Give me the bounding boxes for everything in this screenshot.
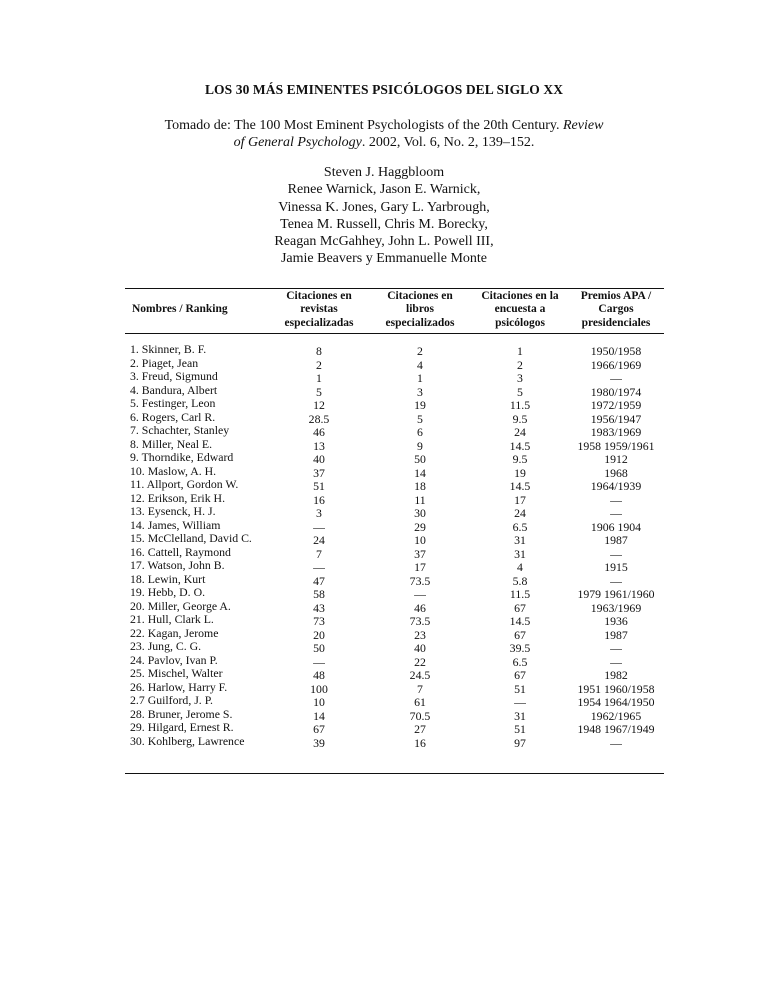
cell-journal-citations: — — [313, 519, 325, 534]
author-line: Tenea M. Russell, Chris M. Borecky, — [280, 216, 488, 232]
source-details: . 2002, Vol. 6, No. 2, 139–152. — [361, 135, 535, 150]
author-line: Reagan McGahhey, John L. Powell III, — [274, 234, 494, 250]
cell-name: 20. Miller, George A. — [130, 598, 231, 613]
cell-book-citations: 73.5 — [409, 573, 431, 588]
cell-survey-citations: 14.5 — [509, 479, 531, 493]
cell-survey-citations: 5 — [517, 384, 523, 399]
header-line: libros — [406, 303, 434, 316]
cell-name: 14. James, William — [130, 517, 221, 532]
cell-awards: 1979 1961/1960 — [577, 587, 655, 601]
cell-awards: 1966/1969 — [590, 357, 642, 372]
cell-book-citations: 40 — [414, 641, 426, 655]
cell-name: 12. Erikson, Erik H. — [130, 490, 226, 505]
cell-journal-citations: 14 — [313, 708, 325, 723]
cell-awards: 1963/1969 — [590, 600, 642, 615]
cell-journal-citations: 8 — [316, 344, 322, 358]
cell-survey-citations: 4 — [517, 560, 523, 574]
header-survey-citations — [474, 290, 566, 330]
column-survey-citations — [474, 345, 566, 750]
cell-book-citations: 16 — [414, 735, 426, 750]
cell-journal-citations: 28.5 — [308, 411, 330, 426]
cell-name: 24. Pavlov, Ivan P. — [130, 652, 218, 667]
cell-survey-citations: 19 — [514, 465, 526, 480]
cell-name: 30. Kohlberg, Lawrence — [130, 733, 245, 748]
cell-name: 26. Harlow, Harry F. — [130, 679, 228, 694]
cell-name: 21. Hull, Clark L. — [130, 612, 214, 626]
cell-book-citations: 5 — [417, 411, 423, 426]
header-line: especializadas — [284, 316, 354, 329]
cell-name: 11. Allport, Gordon W. — [130, 477, 239, 491]
cell-book-citations: 9 — [417, 438, 423, 453]
cell-name: 22. Kagan, Jerome — [130, 625, 219, 640]
header-line: Premios APA / — [580, 290, 652, 302]
cell-name: 2.7 Guilford, J. P. — [130, 693, 213, 707]
header-line: Citaciones en la — [481, 290, 559, 302]
cell-survey-citations: 5.8 — [512, 573, 528, 588]
cell-survey-citations: 51 — [514, 681, 526, 696]
cell-journal-citations: 100 — [310, 681, 328, 696]
cell-awards: 1906 1904 — [590, 519, 642, 534]
cell-survey-citations: 39.5 — [509, 641, 531, 655]
cell-name: 29. Hilgard, Ernest R. — [130, 720, 234, 734]
column-journal-citations — [274, 345, 364, 750]
column-names — [130, 343, 275, 748]
cell-survey-citations: 2 — [517, 357, 523, 372]
cell-awards: 1964/1939 — [590, 479, 642, 493]
cell-awards: 1936 — [604, 614, 628, 628]
cell-survey-citations: 1 — [517, 344, 523, 358]
cell-awards: 1982 — [604, 668, 628, 682]
cell-journal-citations: — — [313, 654, 325, 669]
cell-book-citations: 50 — [414, 452, 426, 466]
cell-journal-citations: 2 — [316, 357, 322, 372]
cell-book-citations: 1 — [417, 371, 423, 385]
cell-awards: — — [610, 371, 622, 385]
cell-journal-citations: 40 — [313, 452, 325, 466]
header-line: psicólogos — [495, 316, 545, 329]
cell-book-citations: 73.5 — [409, 614, 431, 628]
author-line: Jamie Beavers y Emmanuelle Monte — [280, 251, 488, 267]
table-bottom-rule — [125, 773, 664, 774]
cell-name: 18. Lewin, Kurt — [130, 571, 206, 586]
cell-survey-citations: 31 — [514, 533, 526, 547]
journal-name-part1: Review — [562, 118, 604, 133]
header-line: Citaciones en — [387, 290, 453, 302]
cell-awards: — — [610, 641, 622, 655]
cell-book-citations: 46 — [414, 600, 426, 615]
cell-awards: 1968 — [604, 465, 628, 480]
cell-name: 8. Miller, Neal E. — [130, 436, 213, 451]
cell-book-citations: 61 — [414, 695, 426, 709]
source-text: Tomado de: The 100 Most Eminent Psychologists of the 20th Century. — [164, 118, 563, 133]
cell-survey-citations: 97 — [514, 735, 526, 750]
header-line: presidenciales — [581, 316, 651, 329]
cell-book-citations: 18 — [414, 479, 426, 493]
cell-name: 3. Freud, Sigmund — [130, 369, 218, 383]
cell-survey-citations: 11.5 — [509, 587, 531, 601]
cell-book-citations: 14 — [414, 465, 426, 480]
cell-book-citations: 19 — [414, 398, 426, 412]
cell-book-citations: 29 — [414, 519, 426, 534]
cell-name: 5. Festinger, Leon — [130, 396, 216, 410]
cell-journal-citations: 24 — [313, 533, 325, 547]
author-line: Steven J. Haggbloom — [323, 165, 445, 180]
cell-book-citations: 7 — [417, 681, 423, 696]
cell-survey-citations: 24 — [514, 506, 526, 520]
cell-awards: 1983/1969 — [590, 425, 642, 439]
cell-awards: 1972/1959 — [590, 398, 642, 412]
cell-journal-citations: 10 — [313, 695, 325, 709]
cell-survey-citations: 6.5 — [512, 519, 528, 534]
cell-awards: 1987 — [604, 533, 628, 547]
column-book-citations — [372, 345, 468, 750]
cell-book-citations: 27 — [414, 722, 426, 736]
cell-book-citations: — — [414, 587, 426, 601]
cell-name: 10. Maslow, A. H. — [130, 463, 217, 478]
cell-awards: — — [610, 492, 622, 507]
cell-name: 6. Rogers, Carl R. — [130, 409, 216, 424]
cell-awards: — — [610, 546, 622, 561]
cell-survey-citations: 9.5 — [512, 452, 528, 466]
cell-name: 9. Thorndike, Edward — [130, 450, 234, 464]
cell-name: 19. Hebb, D. O. — [130, 585, 206, 599]
cell-awards: 1962/1965 — [590, 708, 642, 723]
cell-awards: 1956/1947 — [590, 411, 642, 426]
cell-survey-citations: 14.5 — [509, 614, 531, 628]
cell-awards: — — [610, 506, 622, 520]
cell-survey-citations: — — [514, 695, 526, 709]
cell-journal-citations: 73 — [313, 614, 325, 628]
cell-book-citations: 2 — [417, 344, 423, 358]
table-header-rule — [125, 333, 664, 334]
cell-book-citations: 17 — [414, 560, 426, 574]
cell-survey-citations: 24 — [514, 425, 526, 439]
cell-name: 28. Bruner, Jerome S. — [130, 706, 233, 721]
cell-survey-citations: 11.5 — [509, 398, 531, 412]
cell-journal-citations: 7 — [316, 546, 322, 561]
header-line: revistas — [300, 303, 338, 316]
cell-book-citations: 23 — [414, 627, 426, 642]
cell-name: 25. Mischel, Walter — [130, 666, 223, 680]
header-apa-awards — [568, 290, 664, 330]
cell-book-citations: 37 — [414, 546, 426, 561]
source-citation — [0, 117, 768, 151]
cell-awards: — — [610, 573, 622, 588]
cell-journal-citations: 16 — [313, 492, 325, 507]
header-line: encuesta a — [494, 303, 546, 316]
header-line: Citaciones en — [286, 290, 352, 302]
cell-journal-citations: 12 — [313, 398, 325, 412]
cell-survey-citations: 6.5 — [512, 654, 528, 669]
cell-book-citations: 6 — [417, 425, 423, 439]
cell-journal-citations: 58 — [313, 587, 325, 601]
cell-journal-citations: 39 — [313, 735, 325, 750]
header-journal-citations — [274, 290, 364, 330]
cell-name: 1. Skinner, B. F. — [130, 342, 207, 356]
cell-survey-citations: 3 — [517, 371, 523, 385]
column-awards — [568, 345, 664, 750]
cell-name: 4. Bandura, Albert — [130, 382, 218, 397]
cell-journal-citations: 5 — [316, 384, 322, 399]
cell-journal-citations: 13 — [313, 438, 325, 453]
cell-journal-citations: 51 — [313, 479, 325, 493]
source-line-2 — [0, 134, 768, 151]
cell-name: 7. Schachter, Stanley — [130, 423, 230, 437]
cell-journal-citations: 20 — [313, 627, 325, 642]
cell-name: 13. Eysenck, H. J. — [130, 504, 216, 518]
cell-awards: 1948 1967/1949 — [577, 722, 655, 736]
cell-survey-citations: 31 — [514, 546, 526, 561]
cell-awards: 1912 — [604, 452, 628, 466]
cell-survey-citations: 51 — [514, 722, 526, 736]
cell-journal-citations: 46 — [313, 425, 325, 439]
cell-book-citations: 22 — [414, 654, 426, 669]
cell-survey-citations: 67 — [514, 668, 526, 682]
cell-name: 15. McClelland, David C. — [130, 531, 252, 545]
source-line-1 — [0, 117, 768, 134]
document-title: LOS 30 MÁS EMINENTES PSICÓLOGOS DEL SIGLO XX — [204, 82, 564, 97]
cell-journal-citations: 67 — [313, 722, 325, 736]
cell-journal-citations: 37 — [313, 465, 325, 480]
cell-book-citations: 30 — [414, 506, 426, 520]
cell-book-citations: 24.5 — [409, 668, 431, 682]
header-line: Cargos — [598, 303, 634, 316]
cell-awards: 1958 1959/1961 — [577, 438, 655, 453]
cell-book-citations: 10 — [414, 533, 426, 547]
cell-journal-citations: — — [313, 560, 325, 574]
cell-awards: 1951 1960/1958 — [577, 681, 655, 696]
cell-survey-citations: 17 — [514, 492, 526, 507]
cell-survey-citations: 14.5 — [509, 438, 531, 453]
cell-book-citations: 70.5 — [409, 708, 431, 723]
cell-survey-citations: 67 — [514, 600, 526, 615]
cell-awards: — — [610, 654, 622, 669]
authors-list — [0, 164, 768, 268]
cell-name: 2. Piaget, Jean — [130, 355, 199, 370]
header-line: especializados — [385, 316, 455, 329]
cell-journal-citations: 43 — [313, 600, 325, 615]
cell-journal-citations: 1 — [316, 371, 322, 385]
cell-name: 23. Jung, C. G. — [130, 639, 202, 653]
cell-book-citations: 3 — [417, 384, 423, 399]
cell-book-citations: 11 — [414, 492, 426, 507]
cell-awards: 1987 — [604, 627, 628, 642]
cell-survey-citations: 31 — [514, 708, 526, 723]
cell-name: 17. Watson, John B. — [130, 558, 225, 572]
cell-journal-citations: 48 — [313, 668, 325, 682]
header-book-citations — [372, 290, 468, 330]
cell-awards: 1954 1964/1950 — [577, 695, 655, 709]
cell-awards: 1950/1958 — [590, 344, 642, 358]
cell-awards: — — [610, 735, 622, 750]
cell-survey-citations: 9.5 — [512, 411, 528, 426]
cell-journal-citations: 50 — [313, 641, 325, 655]
header-names-ranking: Nombres / Ranking — [132, 303, 228, 315]
cell-journal-citations: 3 — [316, 506, 322, 520]
cell-awards: 1980/1974 — [590, 384, 642, 399]
journal-name-part2: of General Psychology — [233, 135, 362, 150]
author-line: Renee Warnick, Jason E. Warnick, — [287, 182, 481, 198]
cell-name: 16. Cattell, Raymond — [130, 544, 231, 559]
table-top-rule — [125, 288, 664, 289]
cell-book-citations: 4 — [417, 357, 423, 372]
cell-awards: 1915 — [604, 560, 628, 574]
author-line: Vinessa K. Jones, Gary L. Yarbrough, — [278, 199, 490, 215]
cell-journal-citations: 47 — [313, 573, 325, 588]
cell-survey-citations: 67 — [514, 627, 526, 642]
